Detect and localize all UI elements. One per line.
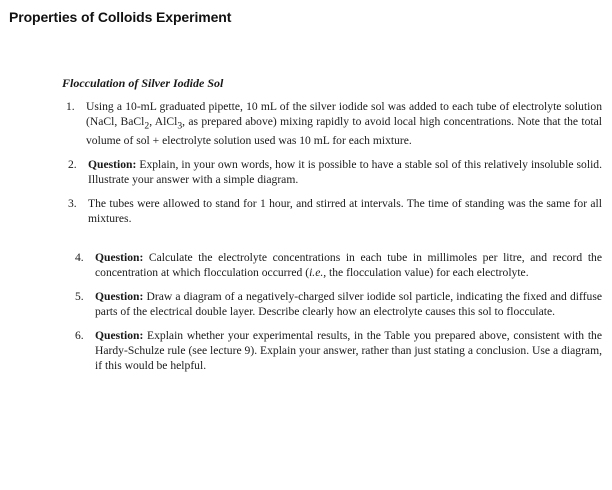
section-heading: Flocculation of Silver Iodide Sol [62,76,224,90]
subscript: 2 [144,120,150,132]
item-number: 4. [75,251,84,265]
question-label: Question: [95,290,144,304]
list-item-2 [68,157,602,187]
list-item-5 [75,289,602,319]
question-label: Question: [88,158,137,172]
item-text-part: Using a 10-mL graduated pipette, 10 mL of the silver iodide sol was added to each tube of electrolyte solution (NaCl, BaCl [86,100,602,128]
item-text-part: Explain, in your own words, how it is possible to have a stable sol of this relatively insoluble solid. Illustrate your answer with a simple diagram. [88,158,602,187]
question-label: Question: [95,329,144,343]
item-text [95,328,602,373]
list-item-4 [75,250,602,280]
document-body [62,76,602,373]
item-text [95,289,602,319]
item-text: The tubes were allowed to stand for 1 hour, and stirred at intervals. The time of standing was the same for all mixtures. [88,197,602,226]
subscript: 3 [177,120,183,132]
list-item-1 [66,99,602,148]
item-number: 1. [66,100,75,113]
item-text-part: , AlCl [149,115,178,128]
item-number: 5. [75,290,84,304]
item-number: 3. [68,197,77,211]
item-text [95,250,602,280]
item-text-part: Explain whether your experimental results, in the Table you prepared above, consistent with the Hardy-Schulze rule (see lecture 9). Explain your answer, rather than just stating a conclusion. Use a diagram, if this would be helpful. [95,329,602,373]
italic-text: i.e., [309,266,327,280]
item-text-part: the flocculation value) for each electrolyte. [326,266,529,280]
list-item-3 [68,196,602,226]
item-text [88,157,602,187]
question-label: Question: [95,251,144,265]
item-text [86,99,602,148]
item-text-part: Draw a diagram of a negatively-charged silver iodide sol particle, indicating the fixed and diffuse parts of the electrical double layer. Describe clearly how an electrolyte causes this sol to flocculate. [95,290,602,319]
list-item-6 [75,328,602,373]
item-number: 6. [75,329,84,343]
page-title: Properties of Colloids Experiment [9,9,232,25]
item-text-part: , as prepared above) mixing rapidly to avoid local high concentrations. Note that the total volume of sol + electrolyte solution used was 10 mL for each mixture. [86,115,602,148]
item-number: 2. [68,158,77,172]
item-text-part: Calculate the electrolyte concentrations in each tube in millimoles per litre, and record the concentration at which flocculation occurred ( [95,251,602,280]
